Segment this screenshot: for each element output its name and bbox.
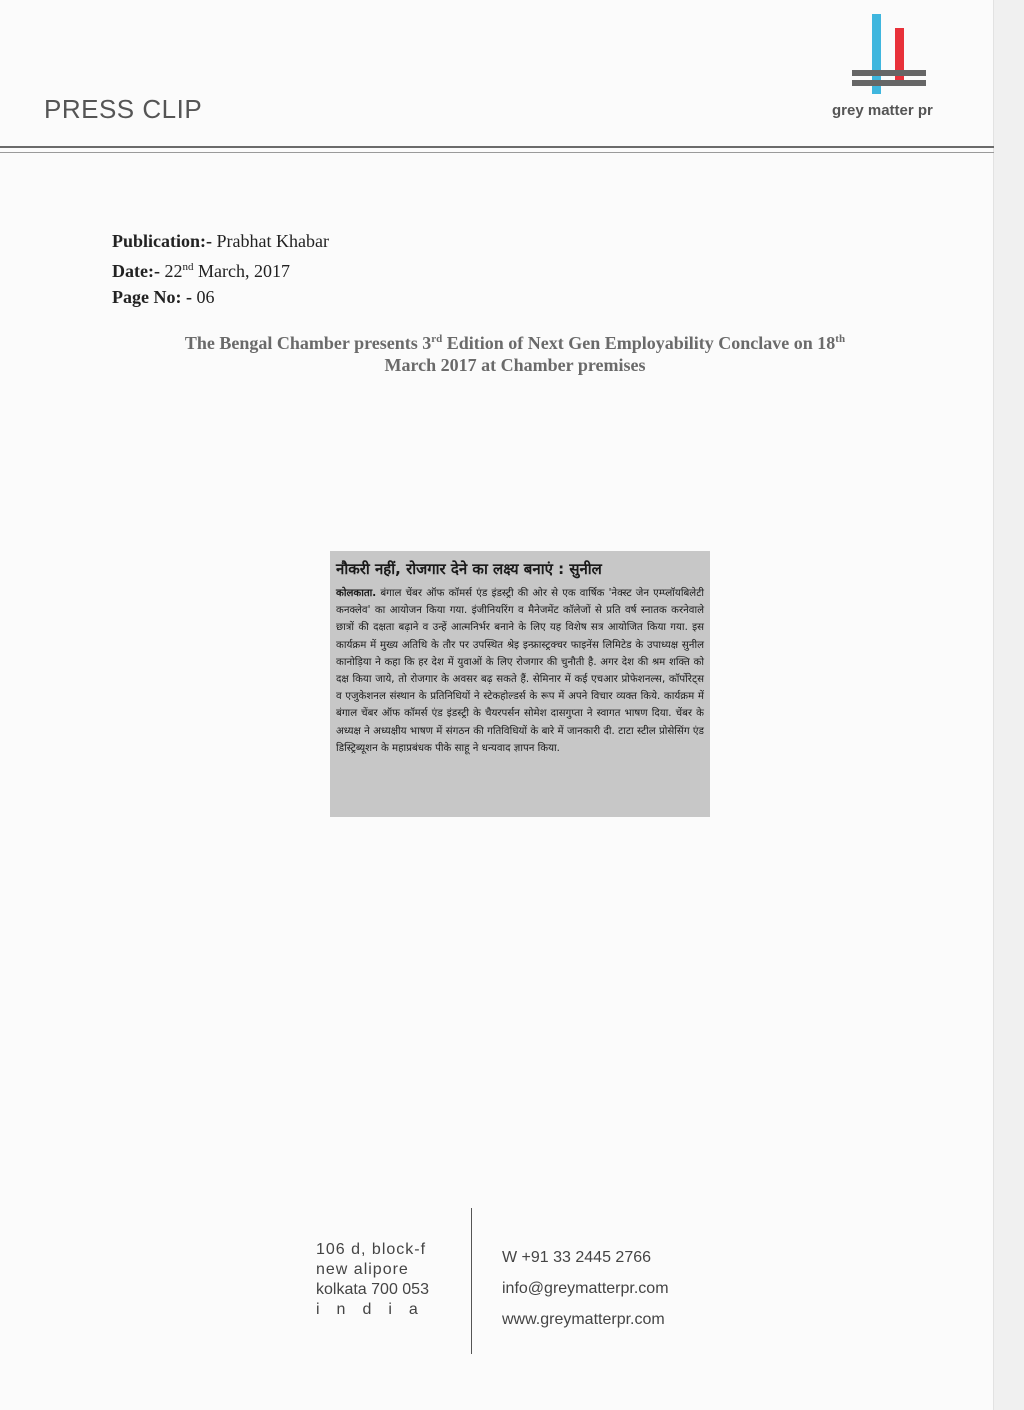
page-value: 06 (196, 287, 215, 307)
company-logo (832, 14, 952, 124)
header-rule-thin (0, 152, 994, 153)
headline-line-1 (120, 328, 910, 354)
footer-divider (471, 1208, 472, 1354)
contact-phone: W +91 33 2445 2766 (502, 1249, 652, 1266)
article-headline (120, 328, 910, 376)
page-title: PRESS CLIP (44, 94, 203, 124)
page-number-line (112, 284, 329, 310)
address-line-4: india (316, 1301, 435, 1318)
clipping-text: बंगाल चेंबर ऑफ कॉमर्स एंड इंडस्ट्री की ओर से एक वार्षिक 'नेक्स्ट जेन एम्प्लॉयबिलेटी कनक्लेव' का आयोजन किया गया. इंजीनियरिंग व मैनेजमेंट कॉलेजों से प्रति वर्ष स्नातक करनेवाले छात्रों की दक्षता बढ़ाने व उन्हें आत्मनिर्भर बनाने के लिए यह विशेष सत्र आयोजित किया गया. इस कार्यक्रम में मुख्य अतिथि के तौर पर उपस्थित श्रेइ इन्फ्रास्ट्रक्चर फाइनेंस लिमिटेड के उपाध्यक्ष सुनील कानोड़िया ने कहा कि हर देश में युवाओं के लिए रोजगार की चुनौती है. अगर देश की श्रम शक्ति को दक्ष किया जाये, तो रोजगार के अवसर बढ़ सकते हैं. सेमिनार में कई एचआर प्रोफेशनल्स, कॉर्पोरेट्स व एजुकेशनल संस्थान के प्रतिनिधियों ने स्टेकहोल्डर्स के रूप में अपने विचार व्यक्त किये. कार्यक्रम में बंगाल चेंबर ऑफ कॉमर्स एंड इंडस्ट्री के चैयरपर्सन सोमेश दासगुप्ता ने स्वागत भाषण दिया. चेंबर के अध्यक्ष ने अध्यक्षीय भाषण में संगठन की गतिविधियों के बारे में जानकारी दी. टाटा स्टील प्रोसेसिंग एंड डिस्ट्रिब्यूशन के महाप्रबंधक पीके साहू ने धन्यवाद ज्ञापन किया. (336, 588, 704, 754)
clipping-title: नौकरी नहीं, रोजगार देने का लक्ष्य बनाएं : सुनील (336, 560, 602, 578)
clipping-city: कोलकाता. (336, 588, 377, 599)
headline-line-2: March 2017 at Chamber premises (384, 355, 646, 375)
date-label: Date:- (112, 261, 160, 281)
page-label: Page No: - (112, 287, 192, 307)
contact-email[interactable]: info@greymatterpr.com (502, 1280, 669, 1297)
header-rule (0, 146, 994, 148)
footer-address (316, 1240, 435, 1320)
grey-matter-logo-icon (850, 14, 930, 99)
publication-value: Prabhat Khabar (216, 231, 329, 251)
address-line-2: new alipore (316, 1261, 409, 1278)
date-line (112, 254, 329, 284)
logo-text: grey matter pr (832, 102, 933, 119)
date-day: 22 (164, 261, 183, 281)
date-suffix: nd (182, 261, 194, 273)
headline-sup-2: th (835, 333, 846, 345)
newspaper-clipping (330, 551, 710, 817)
headline-part-1: The Bengal Chamber presents 3 (184, 333, 432, 353)
address-line-3: kolkata 700 053 (316, 1281, 429, 1298)
headline-part-2: Edition of Next Gen Employability Conclave on 18 (446, 333, 836, 353)
publication-line (112, 228, 329, 254)
page-edge (993, 0, 1024, 1410)
footer-contact (502, 1242, 669, 1335)
contact-website[interactable]: www.greymatterpr.com (502, 1311, 665, 1328)
headline-sup-1: rd (431, 333, 443, 345)
clipping-body (336, 585, 704, 757)
publication-meta (112, 228, 329, 310)
publication-label: Publication:- (112, 231, 213, 251)
address-line-1: 106 d, block-f (316, 1241, 427, 1258)
date-rest: March, 2017 (197, 261, 290, 281)
